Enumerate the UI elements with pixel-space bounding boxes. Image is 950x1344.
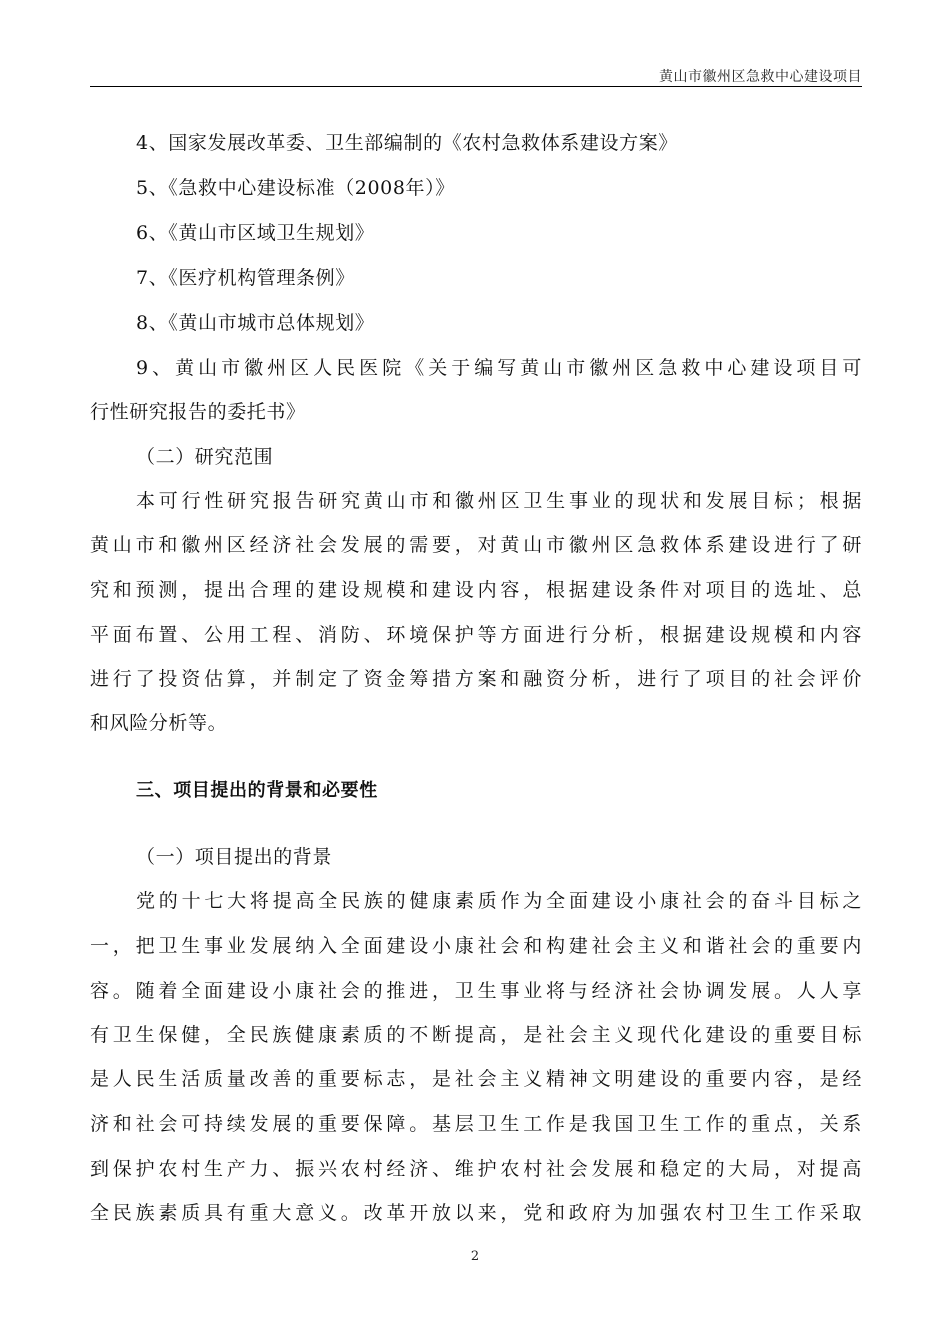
scope-paragraph-line: 和风险分析等。: [90, 712, 228, 734]
background-paragraph-line: 有卫生保健，全民族健康素质的不断提高，是社会主义现代化建设的重要目标: [90, 1024, 862, 1046]
basis-item-9-line-1: 9、黄山市徽州区人民医院《关于编写黄山市徽州区急救中心建设项目可: [136, 357, 862, 379]
header-divider: [90, 86, 862, 87]
background-paragraph-line: 容。随着全面建设小康社会的推进，卫生事业将与经济社会协调发展。人人享: [90, 980, 862, 1002]
basis-item-9-line-2: 行性研究报告的委托书》: [90, 401, 306, 423]
section-3-heading: 三、项目提出的背景和必要性: [136, 780, 378, 801]
background-paragraph-line: 全民族素质具有重大意义。改革开放以来，党和政府为加强农村卫生工作采取: [90, 1202, 862, 1224]
background-paragraph-line: 一，把卫生事业发展纳入全面建设小康社会和构建社会主义和谐社会的重要内: [90, 935, 862, 957]
background-paragraph-line: 济和社会可持续发展的重要保障。基层卫生工作是我国卫生工作的重点，关系: [90, 1113, 862, 1135]
page-number: 2: [470, 1249, 480, 1264]
background-subheading: （一）项目提出的背景: [136, 846, 333, 868]
scope-paragraph-line: 黄山市和徽州区经济社会发展的需要，对黄山市徽州区急救体系建设进行了研: [90, 534, 862, 556]
basis-item-4: 4、国家发展改革委、卫生部编制的《农村急救体系建设方案》: [136, 132, 678, 154]
scope-paragraph-line: 进行了投资估算，并制定了资金筹措方案和融资分析，进行了项目的社会评价: [90, 668, 862, 690]
scope-paragraph-line: 平面布置、公用工程、消防、环境保护等方面进行分析，根据建设规模和内容: [90, 624, 862, 646]
basis-item-5: 5、《急救中心建设标准（2008年）》: [136, 177, 455, 199]
scope-paragraph-line: 究和预测，提出合理的建设规模和建设内容，根据建设条件对项目的选址、总: [90, 579, 862, 601]
scope-heading: （二）研究范围: [136, 446, 274, 468]
basis-item-8: 8、《黄山市城市总体规划》: [136, 312, 375, 334]
background-paragraph-line: 党的十七大将提高全民族的健康素质作为全面建设小康社会的奋斗目标之: [136, 890, 862, 912]
header-title: 黄山市徽州区急救中心建设项目: [659, 69, 862, 85]
scope-paragraph-line: 本可行性研究报告研究黄山市和徽州区卫生事业的现状和发展目标；根据: [136, 490, 862, 512]
basis-item-6: 6、《黄山市区域卫生规划》: [136, 222, 375, 244]
background-paragraph-line: 是人民生活质量改善的重要标志，是社会主义精神文明建设的重要内容，是经: [90, 1068, 862, 1090]
background-paragraph-line: 到保护农村生产力、振兴农村经济、维护农村社会发展和稳定的大局，对提高: [90, 1158, 862, 1180]
basis-item-7: 7、《医疗机构管理条例》: [136, 267, 355, 289]
